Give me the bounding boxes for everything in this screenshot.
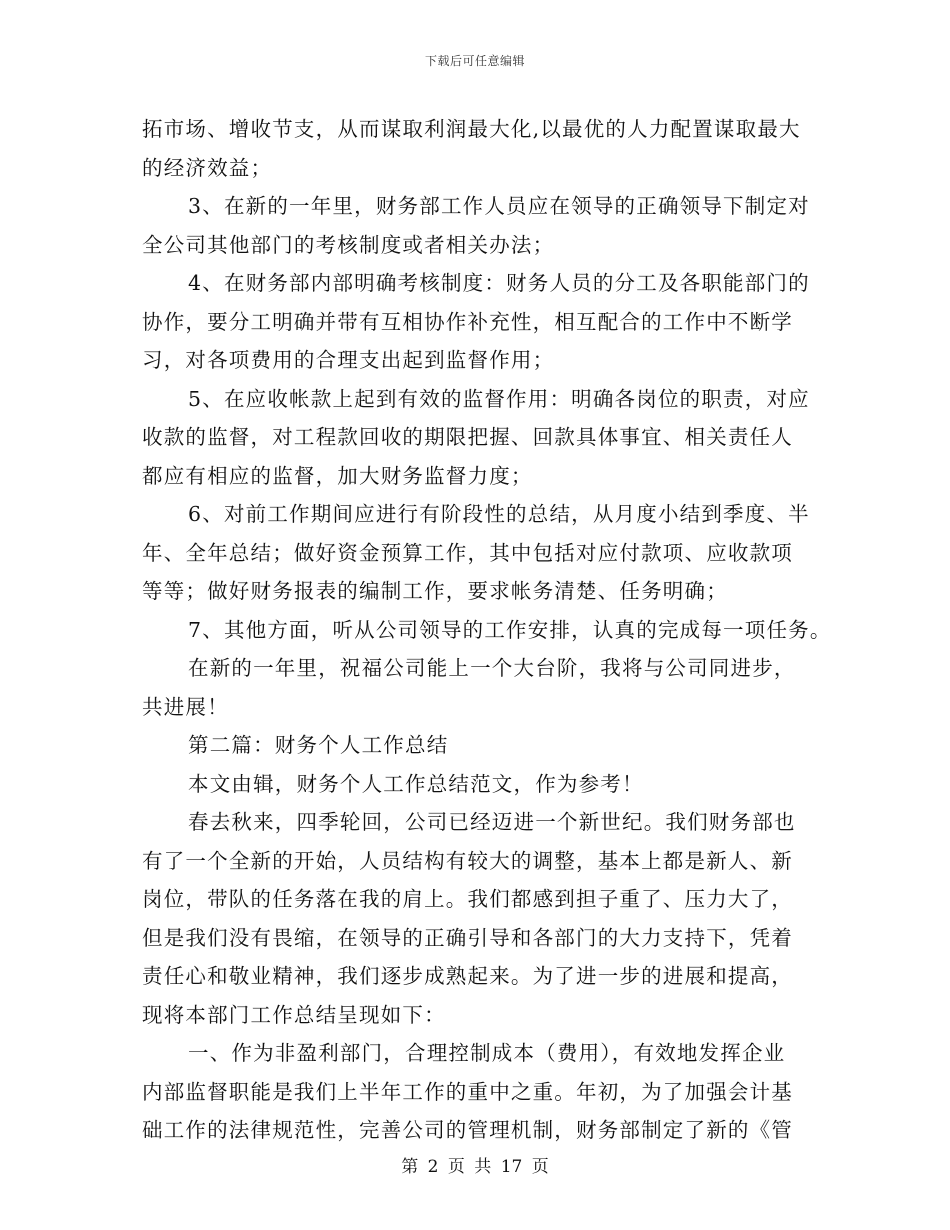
text-line: 在新的一年里，祝福公司能上一个大台阶，我将与公司同进步， xyxy=(188,656,796,680)
text-line: 有了一个全新的开始，人员结构有较大的调整，基本上都是新人、新 xyxy=(142,848,793,873)
text-line: 7、其他方面，听从公司领导的工作安排，认真的完成每一项任务。 xyxy=(188,617,832,642)
text-line: 收款的监督，对工程款回收的期限把握、回款具体事宜、相关责任人 xyxy=(142,425,793,449)
text-line: 的经济效益； xyxy=(142,155,273,180)
text-line: 6、对前工作期间应进行有阶段性的总结，从月度小结到季度、半 xyxy=(188,502,810,526)
text-line: 等等；做好财务报表的编制工作，要求帐务清楚、任务明确； xyxy=(142,579,728,603)
text-line: 协作，要分工明确并带有互相协作补充性，相互配合的工作中不断学 xyxy=(142,309,793,334)
text-line: 内部监督职能是我们上半年工作的重中之重。年初，为了加强会计基 xyxy=(142,1079,793,1104)
text-line: 共进展！ xyxy=(142,694,229,719)
text-line: 4、在财务部内部明确考核制度：财务人员的分工及各职能部门的 xyxy=(188,271,810,295)
text-line: 一、作为非盈利部门，合理控制成本（费用），有效地发挥企业 xyxy=(188,1041,786,1065)
page-header-note: 下载后可任意编辑 xyxy=(424,54,525,68)
text-line: 第二篇：财务个人工作总结 xyxy=(188,733,449,757)
text-line: 责任心和敬业精神，我们逐步成熟起来。为了进一步的进展和提高， xyxy=(142,964,793,988)
text-line: 全公司其他部门的考核制度或者相关办法； xyxy=(142,232,555,257)
text-line: 本文由辑，财务个人工作总结范文，作为参考！ xyxy=(188,771,644,796)
page-number-footer: 第 2 页 共 17 页 xyxy=(401,1157,549,1177)
text-line: 5、在应收帐款上起到有效的监督作用：明确各岗位的职责，对应 xyxy=(188,386,810,411)
text-line: 都应有相应的监督，加大财务监督力度； xyxy=(142,463,533,488)
text-line: 现将本部门工作总结呈现如下： xyxy=(142,1002,446,1027)
text-line: 习，对各项费用的合理支出起到监督作用； xyxy=(142,348,555,372)
text-line: 岗位，带队的任务落在我的肩上。我们都感到担子重了、压力大了， xyxy=(142,887,793,911)
text-line: 年、全年总结；做好资金预算工作，其中包括对应付款项、应收款项 xyxy=(142,540,793,565)
text-line: 春去秋来，四季轮回，公司已经迈进一个新世纪。我们财务部也 xyxy=(188,810,796,834)
text-line: 础工作的法律规范性，完善公司的管理机制，财务部制定了新的《管 xyxy=(142,1118,793,1142)
document-body xyxy=(142,110,832,1150)
text-line: 3、在新的一年里，财务部工作人员应在领导的正确领导下制定对 xyxy=(188,194,810,218)
text-line: 但是我们没有畏缩，在领导的正确引导和各部门的大力支持下，凭着 xyxy=(142,925,793,950)
text-line: 拓市场、增收节支，从而谋取利润最大化,以最优的人力配置谋取最大 xyxy=(142,117,801,141)
